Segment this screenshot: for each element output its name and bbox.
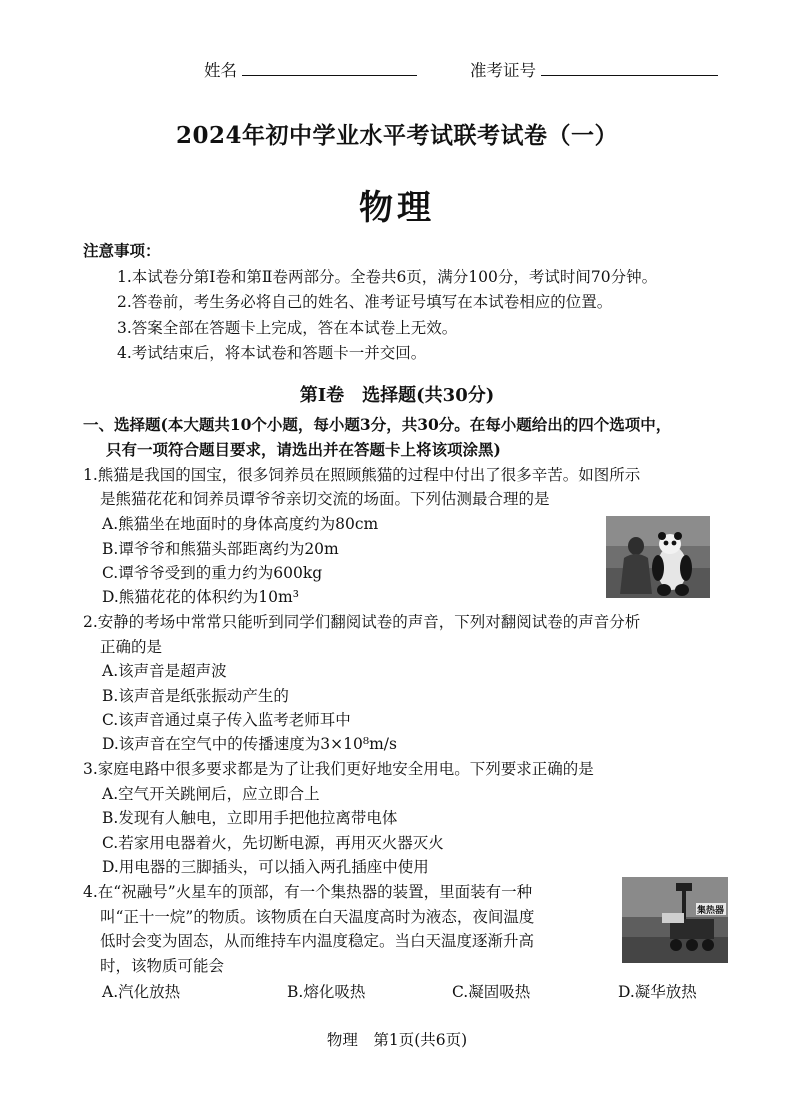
section-instruction-line-1: 一、选择题(本大题共10个小题，每小题3分，共30分。在每小题给出的四个选项中， (83, 415, 672, 434)
notes-item-3: 3.答案全部在答题卡上完成，答在本试卷上无效。 (117, 319, 458, 337)
q2-stem-line-2: 正确的是 (100, 638, 163, 656)
q4-stem-line-1: 4.在“祝融号”火星车的顶部，有一个集热器的装置，里面装有一种 (83, 883, 533, 901)
panda-keeper-illustration (606, 516, 710, 598)
q4-option-d: D.凝华放热 (618, 983, 697, 1001)
page-footer: 物理 第1页(共6页) (326, 1031, 468, 1049)
exam-number-blank-line (541, 75, 718, 76)
q2-option-d: D.该声音在空气中的传播速度为3×10⁸m/s (102, 735, 397, 753)
q1-option-b: B.谭爷爷和熊猫头部距离约为20m (102, 540, 339, 558)
name-blank-line (242, 75, 417, 76)
panda-keeper-photo (606, 516, 710, 598)
q3-option-d: D.用电器的三脚插头，可以插入两孔插座中使用 (102, 858, 429, 876)
heat-collector-label: 集热器 (697, 906, 725, 916)
name-label: 姓名 (204, 61, 237, 80)
q1-option-c: C.谭爷爷受到的重力约为600kg (102, 564, 323, 582)
q2-option-b: B.该声音是纸张振动产生的 (102, 687, 289, 705)
section-heading: 第Ⅰ卷 选择题(共30分) (299, 385, 495, 406)
notes-item-1: 1.本试卷分第Ⅰ卷和第Ⅱ卷两部分。全卷共6页，满分100分，考试时间70分钟。 (117, 268, 658, 286)
q4-stem-line-2: 叫“正十一烷”的物质。该物质在白天温度高时为液态，夜间温度 (100, 908, 535, 926)
q3-stem-line-1: 3.家庭电路中很多要求都是为了让我们更好地安全用电。下列要求正确的是 (83, 760, 594, 778)
notes-item-2: 2.答卷前，考生务必将自己的姓名、准考证号填写在本试卷相应的位置。 (117, 293, 613, 311)
notes-item-4: 4.考试结束后，将本试卷和答题卡一并交回。 (117, 344, 427, 362)
q2-option-c: C.该声音通过桌子传入监考老师耳中 (102, 711, 351, 729)
notes-heading: 注意事项： (83, 241, 161, 260)
q1-stem-line-1: 1.熊猫是我国的国宝，很多饲养员在照顾熊猫的过程中付出了很多辛苦。如图所示 (83, 466, 641, 484)
q1-stem-line-2: 是熊猫花花和饲养员谭爷爷亲切交流的场面。下列估测最合理的是 (100, 490, 550, 508)
q2-stem-line-1: 2.安静的考场中常常只能听到同学们翻阅试卷的声音，下列对翻阅试卷的声音分析 (83, 613, 641, 631)
exam-number-label: 准考证号 (470, 61, 536, 80)
q3-option-b: B.发现有人触电，立即用手把他拉离带电体 (102, 809, 398, 827)
q4-stem-line-4: 时，该物质可能会 (100, 957, 225, 975)
q4-option-b: B.熔化吸热 (287, 983, 366, 1001)
q1-option-a: A.熊猫坐在地面时的身体高度约为80cm (102, 515, 379, 533)
mars-rover-photo (622, 877, 728, 963)
q4-option-c: C.凝固吸热 (452, 983, 531, 1001)
subject-title: 物理 (359, 188, 435, 228)
q1-option-d: D.熊猫花花的体积约为10m³ (102, 588, 299, 606)
section-instruction-line-2: 只有一项符合题目要求，请选出并在答题卡上将该项涂黑) (106, 440, 501, 459)
mars-rover-illustration (622, 877, 728, 963)
q2-option-a: A.该声音是超声波 (102, 662, 227, 680)
q3-option-a: A.空气开关跳闸后，应立即合上 (102, 785, 320, 803)
q4-option-a: A.汽化放热 (102, 983, 181, 1001)
q4-stem-line-3: 低时会变为固态，从而维持车内温度稳定。当白天温度逐渐升高 (100, 932, 535, 950)
q3-option-c: C.若家用电器着火，先切断电源，再用灭火器灭火 (102, 834, 444, 852)
exam-title: 2024年初中学业水平考试联考试卷（一） (175, 122, 618, 149)
